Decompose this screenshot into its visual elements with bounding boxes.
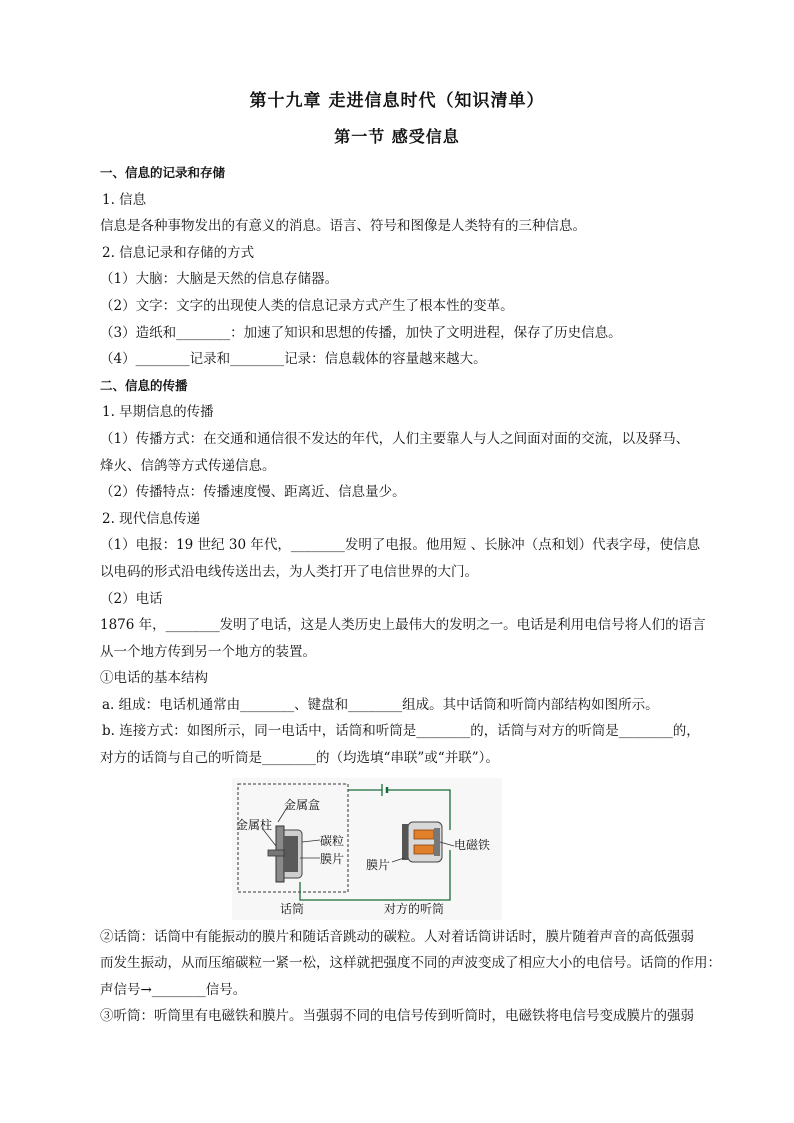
subheading-modern-transmission: 2. 现代信息传递: [102, 510, 201, 527]
item-writing: （2）文字：文字的出现使人类的信息记录方式产生了根本性的变革。: [100, 297, 514, 314]
paragraph-definition: 信息是各种事物发出的有意义的消息。语言、符号和图像是人类特有的三种信息。: [100, 218, 586, 235]
paragraph-receiver: ③听筒：听筒里有电磁铁和膜片。当强弱不同的电信号传到听筒时，电磁铁将电信号变成膜片的强弱: [100, 1008, 694, 1025]
telephone-diagram: [232, 778, 502, 920]
chapter-title: 第十九章 走进信息时代（知识清单）: [249, 91, 545, 111]
item-brain: （1）大脑：大脑是天然的信息存储器。: [100, 271, 339, 288]
label-metal-post: 金属柱: [236, 817, 273, 832]
label-carbon: 碳粒: [320, 833, 345, 848]
label-electromagnet: 电磁铁: [454, 837, 491, 852]
item-early-methods: （1）传播方式：在交通和通信很不发达的年代，人们主要靠人与人之间面对面的交流，以及驿马、: [100, 430, 690, 447]
label-diaphragm-receiver: 膜片: [366, 857, 391, 872]
item-early-features: （2）传播特点：传播速度慢、距离近、信息量少。: [100, 484, 406, 501]
subheading-early-transmission: 1. 早期信息的传播: [102, 404, 214, 421]
subheading-information: 1. 信息: [102, 191, 147, 208]
paragraph-telephone-cont: 从一个地方传到另一个地方的装置。: [100, 643, 316, 660]
item-telegraph: （1）电报：19 世纪 30 年代，________发明了电报。他用短 、长脉冲（点和划）代表字母，使信息: [100, 537, 701, 554]
paragraph-microphone: ②话筒：话筒中有能振动的膜片和随话音跳动的碳粒。人对着话筒讲话时，膜片随着声音的高低强弱: [100, 928, 694, 945]
heading-transmission: 二、信息的传播: [100, 377, 188, 393]
item-telephone: （2）电话: [100, 590, 163, 607]
paragraph-telephone: 1876 年，________发明了电话，这是人类历史上最伟大的发明之一。电话是利用电信号将人们的语言: [100, 617, 706, 634]
item-connection: b. 连接方式：如图所示，同一电话中，话筒和听筒是________的，话筒与对方的听筒是________的，: [102, 723, 700, 740]
section-title: 第一节 感受信息: [334, 127, 460, 146]
paragraph-microphone-end: 声信号→________信号。: [100, 981, 247, 998]
item-recording-carriers: （4）________记录和________记录：信息载体的容量越来越大。: [100, 351, 487, 368]
caption-microphone: 话筒: [280, 901, 305, 916]
item-composition: a. 组成：电话机通常由________、键盘和________组成。其中话筒和听筒内部结构如图所示。: [102, 696, 659, 713]
item-connection-cont: 对方的话筒与自己的听筒是________的（均选填“串联”或“并联”）。: [100, 750, 499, 767]
document-body: [100, 160, 720, 1030]
label-diaphragm-mic: 膜片: [320, 851, 345, 866]
item-telegraph-cont: 以电码的形式沿电线传送出去，为人类打开了电信世界的大门。: [100, 563, 478, 580]
label-metal-box: 金属盒: [284, 797, 321, 812]
subheading-recording-methods: 2. 信息记录和存储的方式: [102, 244, 255, 261]
item-papermaking: （3）造纸和________：加速了知识和思想的传播，加快了文明进程，保存了历史信息。: [100, 324, 622, 341]
heading-recording-storage: 一、信息的记录和存储: [100, 165, 226, 180]
item-early-methods-cont: 烽火、信鸽等方式传递信息。: [100, 457, 276, 474]
paragraph-microphone-cont: 而发生振动，从而压缩碳粒一紧一松，这样就把强度不同的声波变成了相应大小的电信号。话筒的作用：: [100, 955, 721, 972]
subheading-telephone-structure: ①电话的基本结构: [100, 670, 208, 687]
caption-receiver: 对方的听筒: [384, 901, 445, 916]
